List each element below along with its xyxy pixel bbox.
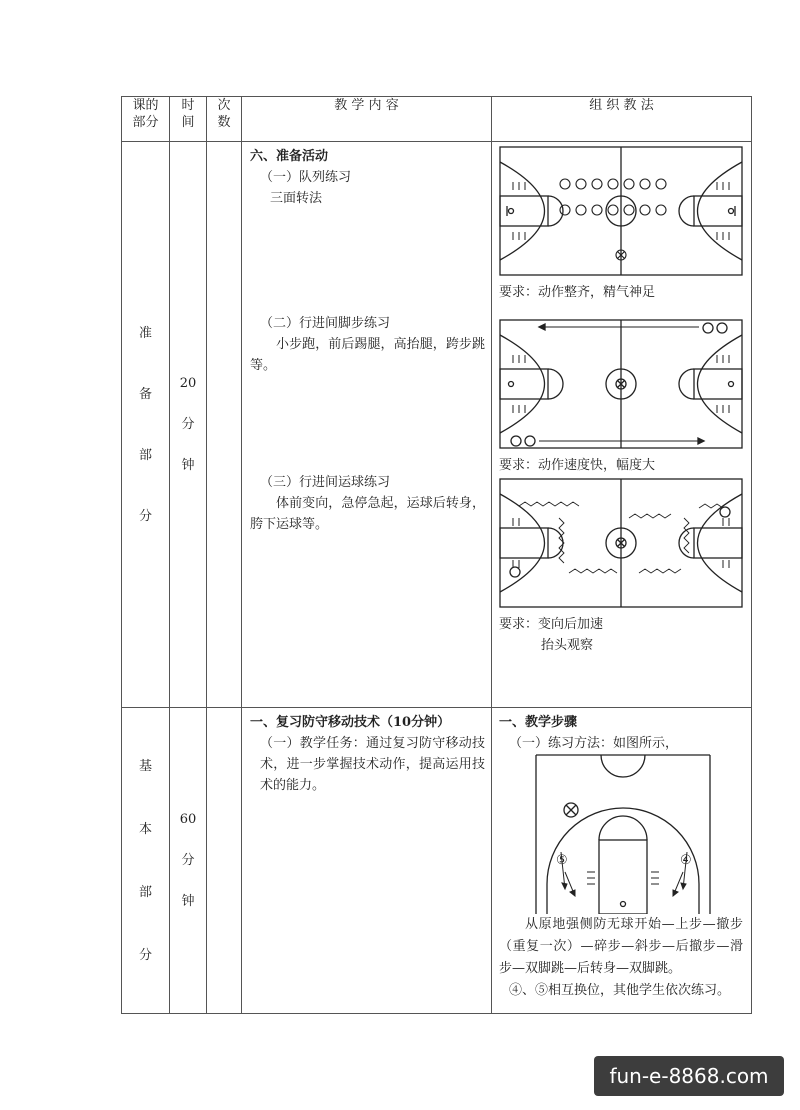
header-count xyxy=(207,97,242,142)
basic-count-cell xyxy=(207,708,242,1014)
marker-4: ④ xyxy=(680,853,692,868)
basic-time-text: 钟 xyxy=(181,894,195,909)
header-time-label: 时 间 xyxy=(181,98,195,130)
prep-req2: 要求：动作速度快，幅度大 xyxy=(499,458,656,473)
watermark-banner: fun-e-8868.com xyxy=(594,1056,784,1096)
court-diagram-defense xyxy=(535,754,711,914)
prep-title: 六、准备活动 xyxy=(250,149,329,164)
prep-req1: 要求：动作整齐，精气神足 xyxy=(499,285,656,300)
table-header-row xyxy=(122,97,752,142)
prep-s2-body: 小步跑，前后踢腿，高抬腿，跨步跳等。 xyxy=(250,337,485,373)
basic-time-text: 分 xyxy=(181,853,195,868)
basic-content xyxy=(242,708,491,796)
basic-part-label xyxy=(122,756,169,966)
header-time xyxy=(170,97,207,142)
basic-part-cell xyxy=(122,708,170,1014)
prep-part-char: 分 xyxy=(138,508,152,524)
marker-5: ⑤ xyxy=(556,853,568,868)
prep-content xyxy=(242,142,491,535)
basic-title: 一、复习防守移动技术（10分钟） xyxy=(250,715,451,730)
lesson-plan-table xyxy=(121,96,752,1014)
prep-s1-body: 三面转法 xyxy=(270,191,323,206)
basic-part-char: 基 xyxy=(138,758,152,774)
prep-s3-title: （三）行进间运球练习 xyxy=(260,475,391,490)
header-part-label: 课的 部分 xyxy=(132,98,159,130)
basic-method-cell xyxy=(492,708,752,1014)
prep-s2-title: （二）行进间脚步练习 xyxy=(260,316,391,331)
header-part xyxy=(122,97,170,142)
prep-s3-body: 体前变向，急停急起，运球后转身，胯下运球等。 xyxy=(250,496,485,532)
basic-time-text: 60 xyxy=(179,812,197,827)
prep-time-cell xyxy=(170,142,207,708)
prep-method xyxy=(492,142,751,656)
prep-time-text: 20 xyxy=(179,376,197,391)
basic-method xyxy=(492,708,751,1002)
basic-row xyxy=(122,708,752,1014)
header-content: 教 学 内 容 xyxy=(242,97,492,142)
court-diagram-formation xyxy=(499,146,743,276)
prep-row xyxy=(122,142,752,708)
basic-part-char: 本 xyxy=(138,821,152,837)
prep-req3-b: 抬头观察 xyxy=(541,638,594,653)
prep-count-cell xyxy=(207,142,242,708)
basic-steps-title: 一、教学步骤 xyxy=(499,715,578,730)
prep-time-text: 钟 xyxy=(181,458,195,473)
header-method: 组 织 教 法 xyxy=(492,97,752,142)
prep-part-cell xyxy=(122,142,170,708)
prep-time-text: 分 xyxy=(181,417,195,432)
prep-part-char: 准 xyxy=(138,325,152,341)
basic-content-cell xyxy=(242,708,492,1014)
prep-s1-title: （一）队列练习 xyxy=(260,170,352,185)
header-count-label: 次 数 xyxy=(217,98,231,130)
prep-part-char: 备 xyxy=(138,386,152,402)
basic-task: （一）教学任务：通过复习防守移动技术，进一步掌握技术动作，提高运用技术的能力。 xyxy=(260,736,485,793)
basic-time-cell xyxy=(170,708,207,1014)
prep-method-cell xyxy=(492,142,752,708)
prep-content-cell xyxy=(242,142,492,708)
basic-part-char: 部 xyxy=(138,884,152,900)
basic-part-char: 分 xyxy=(138,947,152,963)
basic-time-label xyxy=(170,809,206,912)
prep-part-char: 部 xyxy=(138,447,152,463)
court-diagram-footwork xyxy=(499,319,743,449)
court-diagram-dribble xyxy=(499,478,743,608)
basic-rotation: ④、⑤相互换位，其他学生依次练习。 xyxy=(509,983,731,998)
prep-part-label xyxy=(122,323,169,527)
prep-req3-a: 要求：变向后加速 xyxy=(499,617,604,632)
prep-time-label xyxy=(170,373,206,476)
basic-method-desc: 从原地强侧防无球开始—上步—撤步（重复一次）—碎步—斜步—后撤步—滑步—双脚跳—后转身—双脚跳。 xyxy=(499,917,743,976)
basic-method-title: （一）练习方法：如图所示， xyxy=(509,736,679,751)
